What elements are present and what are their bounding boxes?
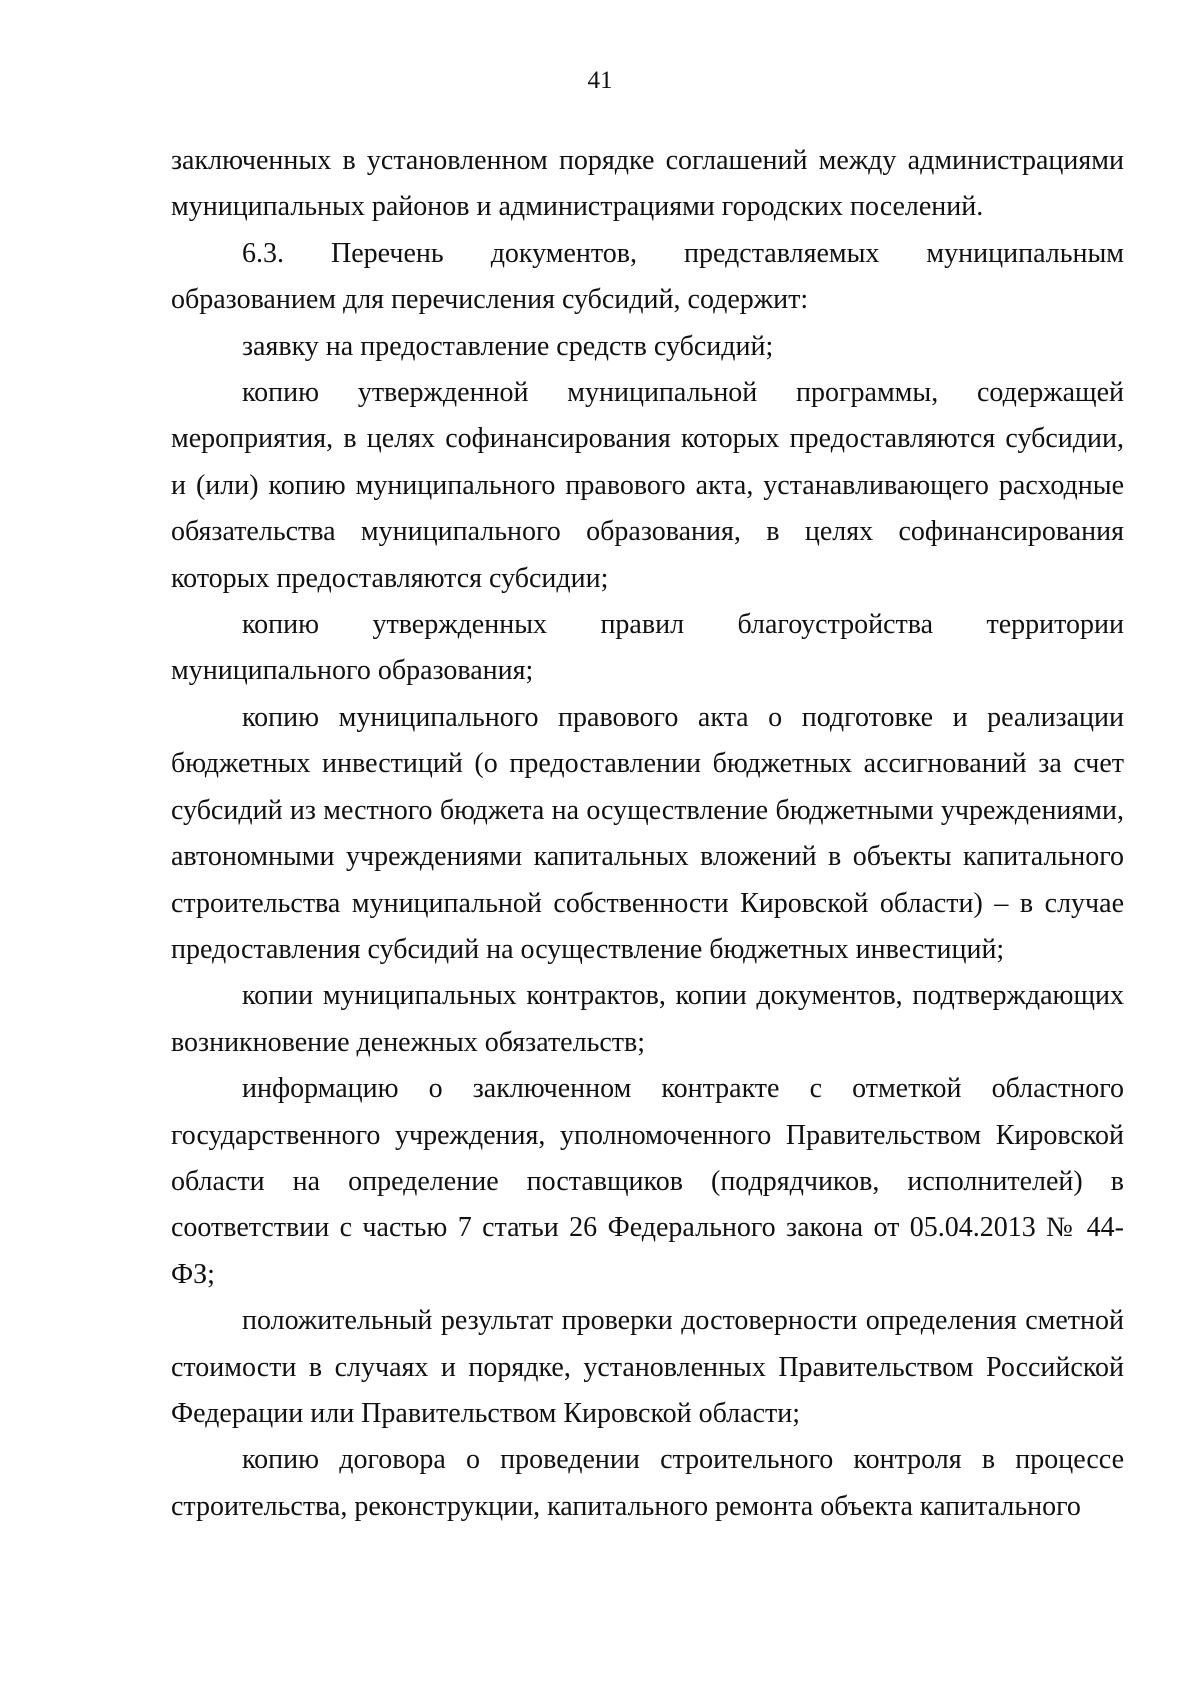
list-item-improvement-rules: копию утвержденных правил благоустройства территории муниципального образования; xyxy=(171,609,1124,687)
list-item-construction-control: копию договора о проведении строительного контроля в процессе строительства, реконструкции, капитального ремонта объекта капитального xyxy=(171,1444,1124,1522)
document-body xyxy=(171,138,1124,1530)
list-item-budget-investments: копию муниципального правового акта о подготовке и реализации бюджетных инвестиций (о предоставлении бюджетных ассигнований за счет субсидий из местного бюджета на осуществление бюджетными учреждениями, автономными учреждениями капитальных вложений в объекты капитального строительства муниципальной собственности Кировской области) – в случае предоставления субсидий на осуществление бюджетных инвестиций; xyxy=(171,701,1124,965)
list-item-municipal-program: копию утвержденной муниципальной программы, содержащей мероприятия, в целях софинансирования которых предоставляются субсидии, и (или) копию муниципального правового акта, устанавливающего расходные обязательства муниципального образования, в целях софинансирования которых предоставляются субсидии; xyxy=(171,377,1124,594)
list-item-application: заявку на предоставление средств субсидий; xyxy=(242,330,774,362)
list-item-contract-information: информацию о заключенном контракте с отметкой областного государственного учреждения, уполномоченного Правительством Кировской области на определение поставщиков (подрядчиков, исполнителей) в соответствии с частью 7 статьи 26 Федерального закона от 05.04.2013 № 44-ФЗ; xyxy=(171,1073,1124,1290)
list-item-municipal-contracts: копии муниципальных контрактов, копии документов, подтверждающих возникновение денежных обязательств; xyxy=(171,980,1124,1058)
list-item-estimate-verification: положительный результат проверки достоверности определения сметной стоимости в случаях и порядке, установленных Правительством Российской Федерации или Правительством Кировской области; xyxy=(171,1305,1124,1429)
paragraph-section-6-3: 6.3. Перечень документов, представляемых муниципальным образованием для перечисления субсидий, содержит: xyxy=(171,237,1124,316)
paragraph-continuation: заключенных в установленном порядке соглашений между администрациями муниципальных районов и администрациями городских поселений. xyxy=(171,145,1124,223)
page-number: 41 xyxy=(587,67,613,94)
